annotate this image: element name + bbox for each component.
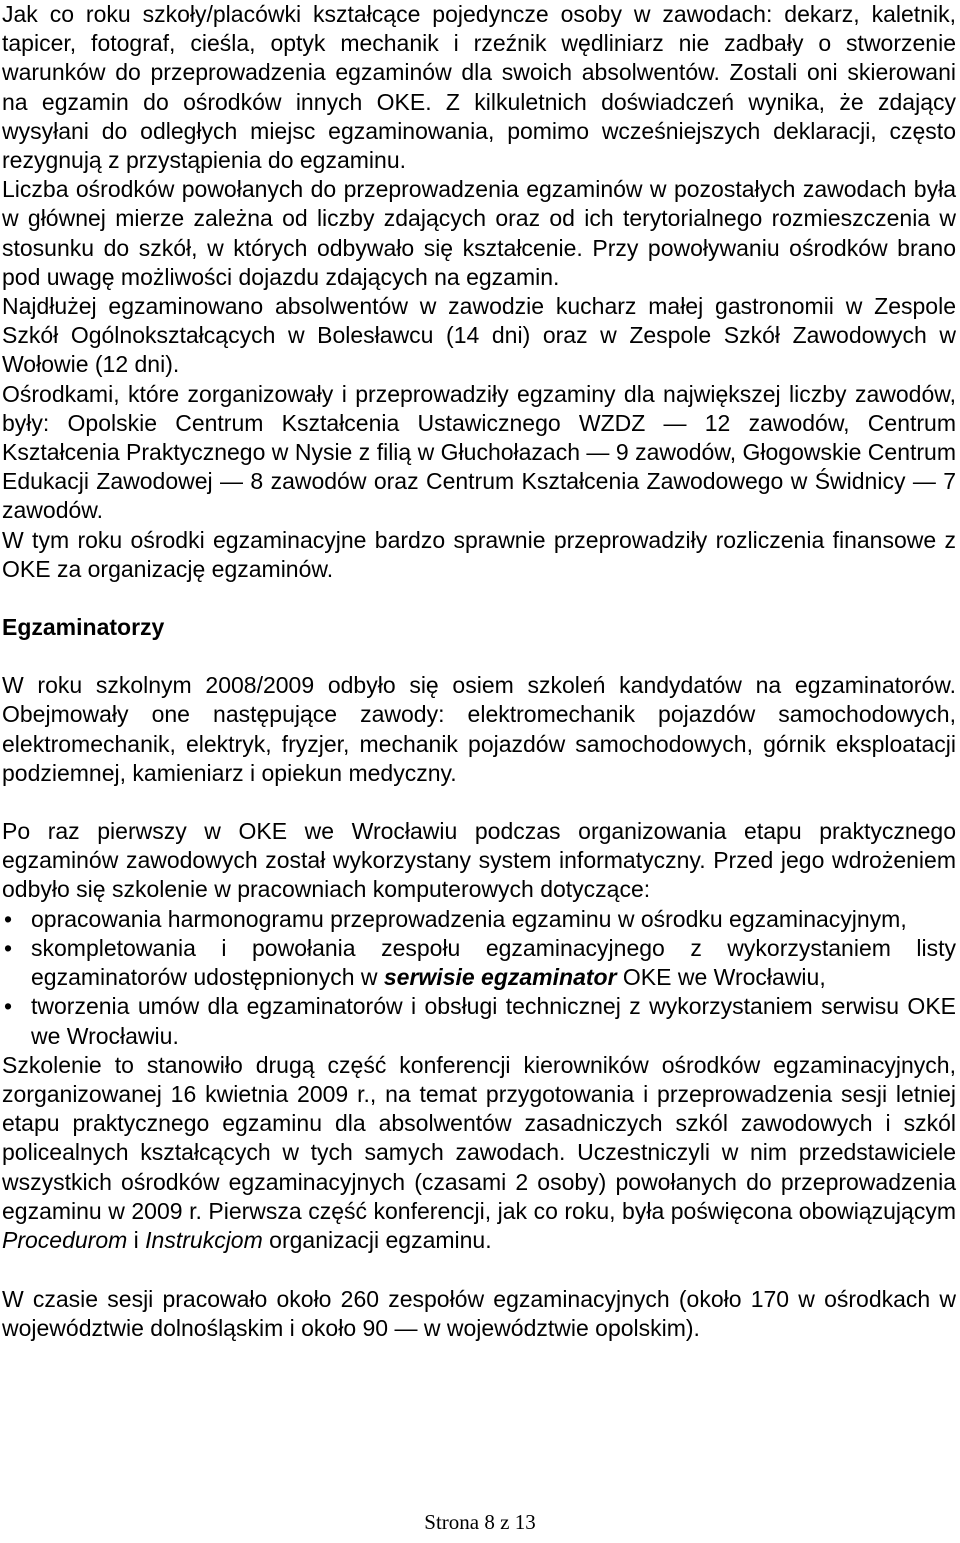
list-item: [2, 905, 956, 934]
list-item: [2, 934, 956, 992]
paragraph-settlements: W tym roku ośrodki egzaminacyjne bardzo sprawnie przeprowadziły rozliczenia finansowe z OKE za organizację egzaminów.: [2, 526, 956, 582]
paragraph-longest-exams: Najdłużej egzaminowano absolwentów w zawodzie kucharz małej gastronomii w Zespole Szkół Ogólnokształcących w Bolesławcu (14 dni) oraz w Zespole Szkół Zawodowych w Wołowie (12 dni).: [2, 293, 956, 378]
paragraph-absent-schools: Jak co roku szkoły/placówki kształcące pojedyncze osoby w zawodach: dekarz, kaletnik, tapicer, fotograf, cieśla, optyk mechanik i rzeźnik wędliniarz nie zadbały o stworzenie warunków do przeprowadzenia egzaminów dla swoich absolwentów. Zostali oni skierowani na egzamin do ośrodków innych OKE. Z kilkuletnich doświadczeń wynika, że zdający wysyłani do odległych miejsc egzaminowania, pomimo wcześniejszych deklaracji, często rezygnują z przystąpienia do egzaminu.: [2, 1, 956, 174]
paragraph-conference: Szkolenie to stanowiło drugą część konferencji kierowników ośrodków egzaminacyjnych, zorganizowanej 16 kwietnia 2009 r., na temat przygotowania i przeprowadzenia sesji letniej etapu praktycznego egzaminu dla absolwentów zasadniczych szkól zawodowych i szkól policealnych kształcących w tych samych zawodach. Uczestniczyli w nim przedstawiciele wszystkich ośrodków egzaminacyjnych (czasami 2 osoby) powołanych do przeprowadzenia egzaminu w 2009 r. Pierwsza część konferencji, jak co roku, była poświęcona obowiązującym Procedurom i Instrukcjom organizacji egzaminu.: [2, 1051, 956, 1253]
paragraph-top-centers: Ośrodkami, które zorganizowały i przeprowadziły egzaminy dla największej liczby zawodów, były: Opolskie Centrum Kształcenia Ustawicznego WZDZ — 12 zawodów, Centrum Kształcenia Praktycznego w Nysie z filią w Głuchołazach — 9 zawodów, Głogowskie Centrum Edukacji Zawodowej — 8 zawodów oraz Centrum Kształcenia Zawodowego w Świdnicy — 7 zawodów.: [2, 380, 956, 524]
list-item-text: opracowania harmonogramu przeprowadzenia egzaminu w ośrodku egzaminacyjnym,: [31, 905, 907, 932]
procedures-emphasis: Procedurom: [2, 1226, 128, 1253]
paragraph-session-teams: W czasie sesji pracowało około 260 zespołów egzaminacyjnych (około 170 w ośrodkach w województwie dolnośląskim i około 90 — w województwie opolskim).: [2, 1286, 956, 1342]
paragraph-exam-centers-count: Liczba ośrodków powołanych do przeprowadzenia egzaminów w pozostałych zawodach była w głównej mierze zależna od liczby zdających oraz od ich terytorialnego rozmieszczenia w stosunku do szkół, w których odbywało się kształcenie. Przy powoływaniu ośrodków brano pod uwagę możliwości dojazdu zdających na egzamin.: [2, 176, 956, 290]
list-item: [2, 992, 956, 1050]
training-topics-list: [2, 905, 956, 1051]
paragraph-it-system: Po raz pierwszy w OKE we Wrocławiu podczas organizowania etapu praktycznego egzaminów zawodowych został wykorzystany system informatyczny. Przed jego wdrożeniem odbyło się szkolenie w pracowniach komputerowych dotyczące:: [2, 818, 956, 903]
document-body: [2, 0, 956, 1344]
list-item-text: tworzenia umów dla egzaminatorów i obsługi technicznej z wykorzystaniem serwisu OKE we Wrocławiu.: [31, 993, 956, 1049]
paragraph-trainings: W roku szkolnym 2008/2009 odbyło się osiem szkoleń kandydatów na egzaminatorów. Obejmowały one następujące zawody: elektromechanik pojazdów samochodowych, elektromechanik, elektryk, fryzjer, mechanik pojazdów samochodowych, górnik eksploatacji podziemnej, kamieniarz i opiekun medyczny.: [2, 672, 956, 786]
list-item-text: skompletowania i powołania zespołu egzaminacyjnego z wykorzystaniem listy egzaminatorów udostępnionych w serwisie egzaminator OKE we Wrocławiu,: [31, 934, 956, 991]
section-heading: Egzaminatorzy: [2, 614, 165, 641]
page-number: Strona 8 z 13: [424, 1510, 536, 1534]
instructions-emphasis: Instrukcjom: [145, 1226, 263, 1253]
bullet-icon: •: [4, 934, 13, 961]
bullet-icon: •: [4, 993, 13, 1020]
bullet-icon: •: [4, 905, 13, 932]
service-name-emphasis: serwisie egzaminator: [383, 964, 617, 991]
